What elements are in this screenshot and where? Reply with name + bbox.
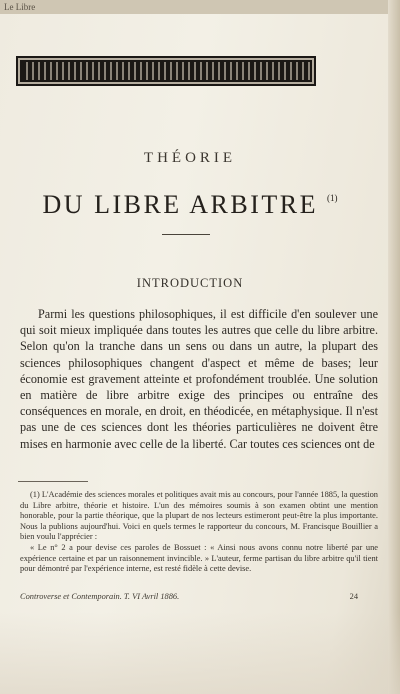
page-title-text: DU LIBRE ARBITRE [42,190,318,219]
section-heading: INTRODUCTION [136,276,244,290]
bottom-margin [0,612,400,694]
running-footer [20,592,376,604]
signature-mark: 24 [349,592,358,601]
title-divider [162,234,210,235]
top-margin-strip [0,0,400,14]
corner-label: Le Libre [4,2,36,12]
body-paragraph: Parmi les questions philosophiques, il est difficile d'en soulever une qui soit mieux impliquée dans toutes les autres que celle du libre arbitre. Selon qu'on la tranche dans un sens ou dans un autre, la plupart des sciences philosophiques changent d'aspect et même de bases; leur économie est gravement atteinte et profondément troublée. Une solution en matière de libre arbitre exige des principes ou entraîne des conséquences en morale, en droit, en théodicée, en métaphysique. Il n'est pas une de ces sciences dont les théories particulières ne doivent être mises en harmonie avec celle de la liberté. Car toutes ces sciences ont de [20,307,378,451]
footnote-paragraph-2: « Le n° 2 a pour devise ces paroles de Bossuet : « Ainsi nous avons connu notre liberté par une expérience certaine et par un raisonnement invincible. » L'auteur, ferme partisan du libre arbitre qu'il tient pour démontré par l'expérience interne, est resté fidèle à cette devise. [20,542,378,574]
decorative-header-band [16,56,316,86]
footnote [20,490,378,575]
journal-reference: Controverse et Contemporain. T. VI Avril 1886. [20,592,180,601]
page-title [0,190,380,220]
footnote-marker: (1) [326,193,338,203]
footnote-divider [18,481,88,482]
page-edge-shadow [388,0,400,694]
footnote-paragraph-1: (1) L'Académie des sciences morales et politiques avait mis au concours, pour l'année 1885, la question du Libre arbitre, théorie et histoire. L'un des mémoires soumis à son examen obtint une mention honorable, pour la partie théorique, que la plupart de nos lecteurs estimeront peut-être la plus importante. Nous la publions aujourd'hui. Voici en quels termes le rapporteur du concours, M. Francisque Bouillier a bien voulu l'apprécier : [20,490,378,542]
pre-title: THÉORIE [143,150,237,166]
